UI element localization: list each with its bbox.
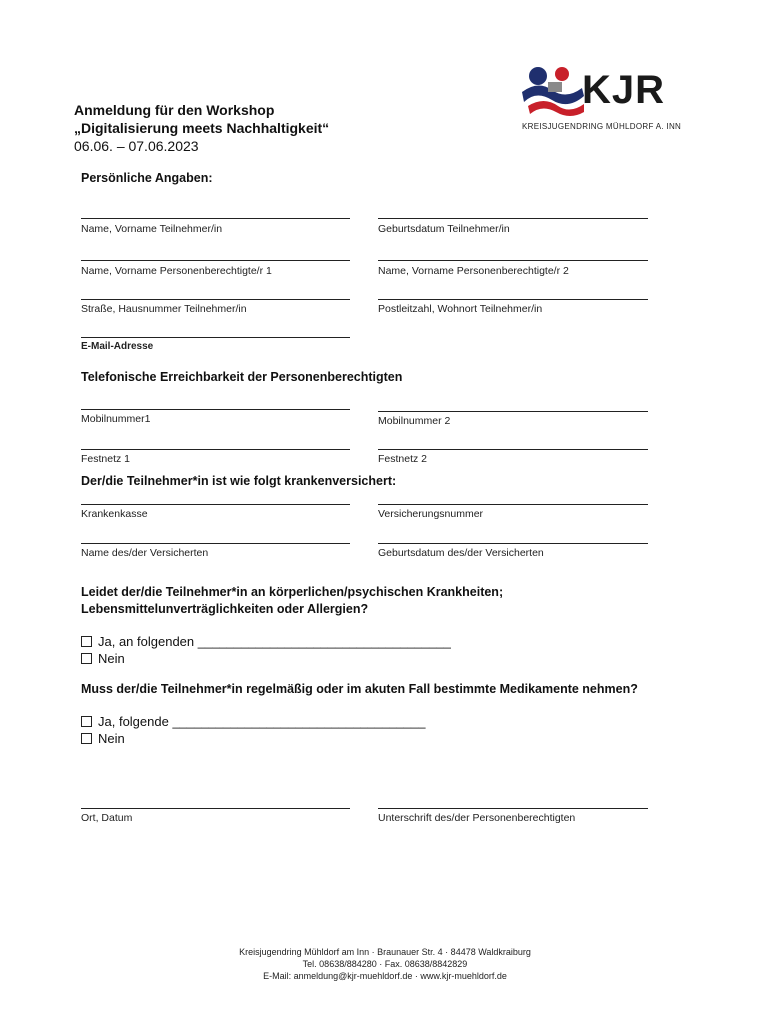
footer-phone: Tel. 08638/884280 · Fax. 08638/8842829 <box>302 959 468 969</box>
landline2-input-line[interactable] <box>378 449 648 450</box>
guardian1-input-line[interactable] <box>81 260 350 261</box>
landline2-label: Festnetz 2 <box>378 453 428 465</box>
birthdate-input-line[interactable] <box>378 218 648 219</box>
insurer-label: Krankenkasse <box>81 508 148 520</box>
signature-input-line[interactable] <box>378 808 648 809</box>
landline1-label: Festnetz 1 <box>81 453 131 465</box>
mobile2-label: Mobilnummer 2 <box>378 415 451 427</box>
insured-birth-label: Geburtsdatum des/der Versicherten <box>378 547 544 559</box>
logo-text: KJR <box>582 68 666 112</box>
meds-no-option[interactable] <box>81 731 125 746</box>
street-input-line[interactable] <box>81 299 350 300</box>
name-input-line[interactable] <box>81 218 350 219</box>
checkbox-icon[interactable] <box>81 733 92 744</box>
insurance-no-label: Versicherungsnummer <box>378 508 484 520</box>
city-input-line[interactable] <box>378 299 648 300</box>
title-line-2: „Digitalisierung meets Nachhaltigkeit“ <box>74 120 330 136</box>
place-date-input-line[interactable] <box>81 808 350 809</box>
landline1-input-line[interactable] <box>81 449 350 450</box>
birthdate-label: Geburtsdatum Teilnehmer/in <box>378 223 510 235</box>
checkbox-icon[interactable] <box>81 716 92 727</box>
illness-question-line-1: Leidet der/die Teilnehmer*in an körperlichen/psychischen Krankheiten; <box>81 585 504 599</box>
section-personal: Persönliche Angaben: <box>81 171 213 185</box>
illness-yes-option[interactable] <box>81 634 451 649</box>
insurance-no-input-line[interactable] <box>378 504 648 505</box>
workshop-date: 06.06. – 07.06.2023 <box>74 138 199 154</box>
illness-question-line-2: Lebensmittelunverträglichkeiten oder Allergien? <box>81 602 369 616</box>
mobile1-label: Mobilnummer1 <box>81 413 151 425</box>
illness-no-option[interactable] <box>81 651 125 666</box>
logo-figures-icon <box>518 62 588 120</box>
footer-address: Kreisjugendring Mühldorf am Inn · Braunauer Str. 4 · 84478 Waldkraiburg <box>239 947 531 957</box>
footer-contact: E-Mail: anmeldung@kjr-muehldorf.de · www.kjr-muehldorf.de <box>263 971 507 981</box>
meds-question: Muss der/die Teilnehmer*in regelmäßig oder im akuten Fall bestimmte Medikamente nehmen? <box>81 682 638 696</box>
insurer-input-line[interactable] <box>81 504 350 505</box>
mobile2-input-line[interactable] <box>378 411 648 412</box>
meds-yes-option[interactable] <box>81 714 426 729</box>
mobile1-input-line[interactable] <box>81 409 350 410</box>
illness-no-label: Nein <box>98 651 125 666</box>
insured-name-input-line[interactable] <box>81 543 350 544</box>
meds-yes-label: Ja, folgende ___________________________________ <box>98 714 426 729</box>
insured-name-label: Name des/der Versicherten <box>81 547 209 559</box>
kjr-logo <box>518 62 682 134</box>
section-insurance: Der/die Teilnehmer*in ist wie folgt krankenversichert: <box>81 474 397 488</box>
meds-no-label: Nein <box>98 731 125 746</box>
title-line-1: Anmeldung für den Workshop <box>74 102 275 118</box>
name-label: Name, Vorname Teilnehmer/in <box>81 223 223 235</box>
checkbox-icon[interactable] <box>81 636 92 647</box>
signature-label: Unterschrift des/der Personenberechtigten <box>378 812 576 824</box>
logo-subtitle: KREISJUGENDRING MÜHLDORF A. INN <box>522 122 682 131</box>
illness-yes-label: Ja, an folgenden ___________________________________ <box>98 634 451 649</box>
section-phone: Telefonische Erreichbarkeit der Personenberechtigten <box>81 370 403 384</box>
guardian2-input-line[interactable] <box>378 260 648 261</box>
checkbox-icon[interactable] <box>81 653 92 664</box>
city-label: Postleitzahl, Wohnort Teilnehmer/in <box>378 303 543 315</box>
insured-birth-input-line[interactable] <box>378 543 648 544</box>
guardian2-label: Name, Vorname Personenberechtigte/r 2 <box>378 265 569 277</box>
place-date-label: Ort, Datum <box>81 812 133 824</box>
guardian1-label: Name, Vorname Personenberechtigte/r 1 <box>81 265 272 277</box>
street-label: Straße, Hausnummer Teilnehmer/in <box>81 303 247 315</box>
email-label: E-Mail-Adresse <box>81 341 154 352</box>
email-input-line[interactable] <box>81 337 350 338</box>
